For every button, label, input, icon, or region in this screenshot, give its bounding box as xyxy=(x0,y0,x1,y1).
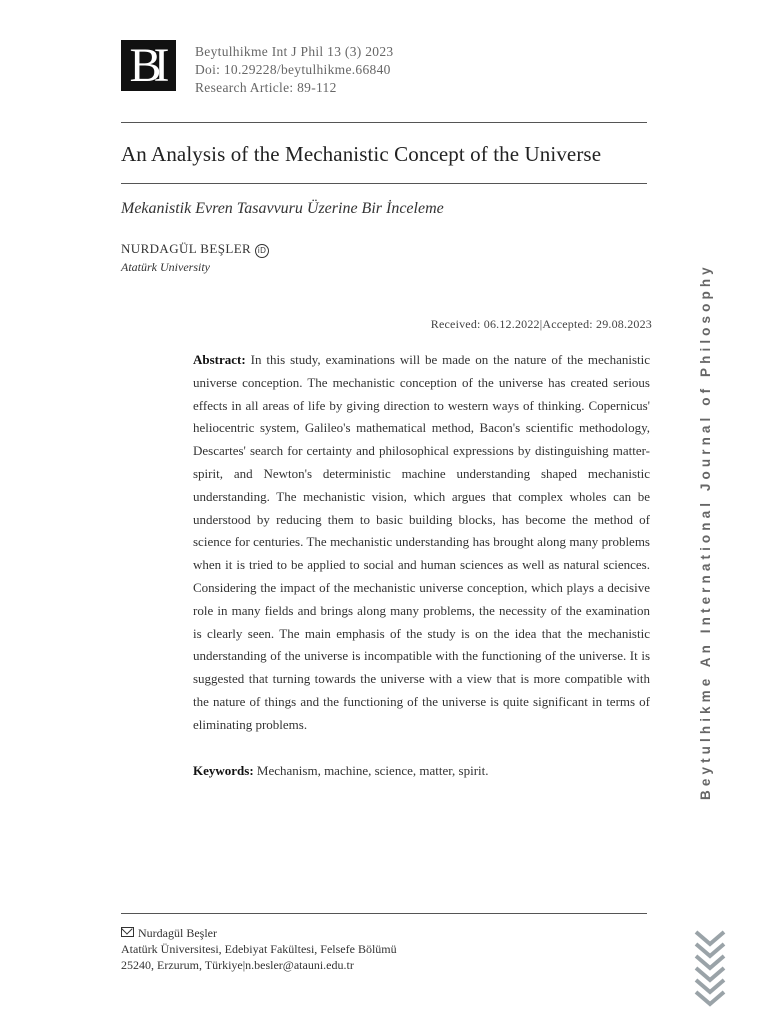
received-accepted-dates: Received: 06.12.2022|Accepted: 29.08.2023 xyxy=(430,317,652,331)
keywords-label: Keywords: xyxy=(193,763,254,778)
abstract-label: Abstract: xyxy=(193,352,246,367)
keywords-text: Mechanism, machine, science, matter, spirit. xyxy=(256,763,489,778)
article-title: An Analysis of the Mechanistic Concept of the Universe xyxy=(121,142,602,166)
correspondence xyxy=(121,925,397,973)
correspondence-address: Atatürk Üniversitesi, Edebiyat Fakültesi, Felsefe Bölümü xyxy=(121,942,397,956)
article-subtitle: Mekanistik Evren Tasavvuru Üzerine Bir İnceleme xyxy=(121,200,444,217)
orcid-icon[interactable]: iD xyxy=(255,244,269,258)
journal-logo: BI xyxy=(121,40,176,91)
author-affiliation: Atatürk University xyxy=(121,260,210,274)
article-type: Research Article: 89-112 xyxy=(195,80,337,95)
author-line xyxy=(121,241,269,258)
doi[interactable]: Doi: 10.29228/beytulhikme.66840 xyxy=(195,62,391,77)
abstract xyxy=(193,349,650,737)
journal-citation: Beytulhikme Int J Phil 13 (3) 2023 xyxy=(195,44,394,59)
footer-divider xyxy=(121,913,647,914)
correspondence-name: Nurdagül Beşler xyxy=(138,926,217,940)
keywords xyxy=(193,763,650,779)
journal-side-title: Beytulhikme An International Journal of Philosophy xyxy=(698,263,713,800)
envelope-icon xyxy=(121,927,134,937)
chevron-down-icon xyxy=(693,928,729,1008)
abstract-text: In this study, examinations will be made on the nature of the mechanistic universe conception. The mechanistic conception of the universe has created serious effects in all areas of life by giving direction to western ways of thinking. Copernicus' heliocentric system, Galileo's mathematical method, Bacon's scientific methodology, Descartes' search for certainty and philosophical expressions by distinguishing matter- spirit, and Newton's deterministic machine understanding shaped mechanistic understanding. The mechanistic vision, which argues that complex wholes can be understood by reducing them to basic building blocks, has become the method of science for centuries. The mechanistic understanding has brought along many problems when it is tried to be applied to social and human sciences as well as natural sciences. Considering the impact of the mechanistic universe conception, which plays a decisive role in many fields and brings along many problems, the necessity of the examination is clearly seen. The main emphasis of the study is on the idea that the mechanistic understanding of the universe is incompatible with the functioning of the universe. It is suggested that turning towards the universe with a view that is more compatible with the nature of things and the functioning of the universe is quite significant in terms of eliminating problems. xyxy=(193,352,650,732)
title-divider xyxy=(121,183,647,184)
correspondence-email-line[interactable]: 25240, Erzurum, Türkiye|n.besler@atauni.edu.tr xyxy=(121,958,354,972)
author-name: NURDAGÜL BEŞLER xyxy=(121,241,252,256)
journal-meta xyxy=(195,43,393,97)
header-divider xyxy=(121,122,647,123)
